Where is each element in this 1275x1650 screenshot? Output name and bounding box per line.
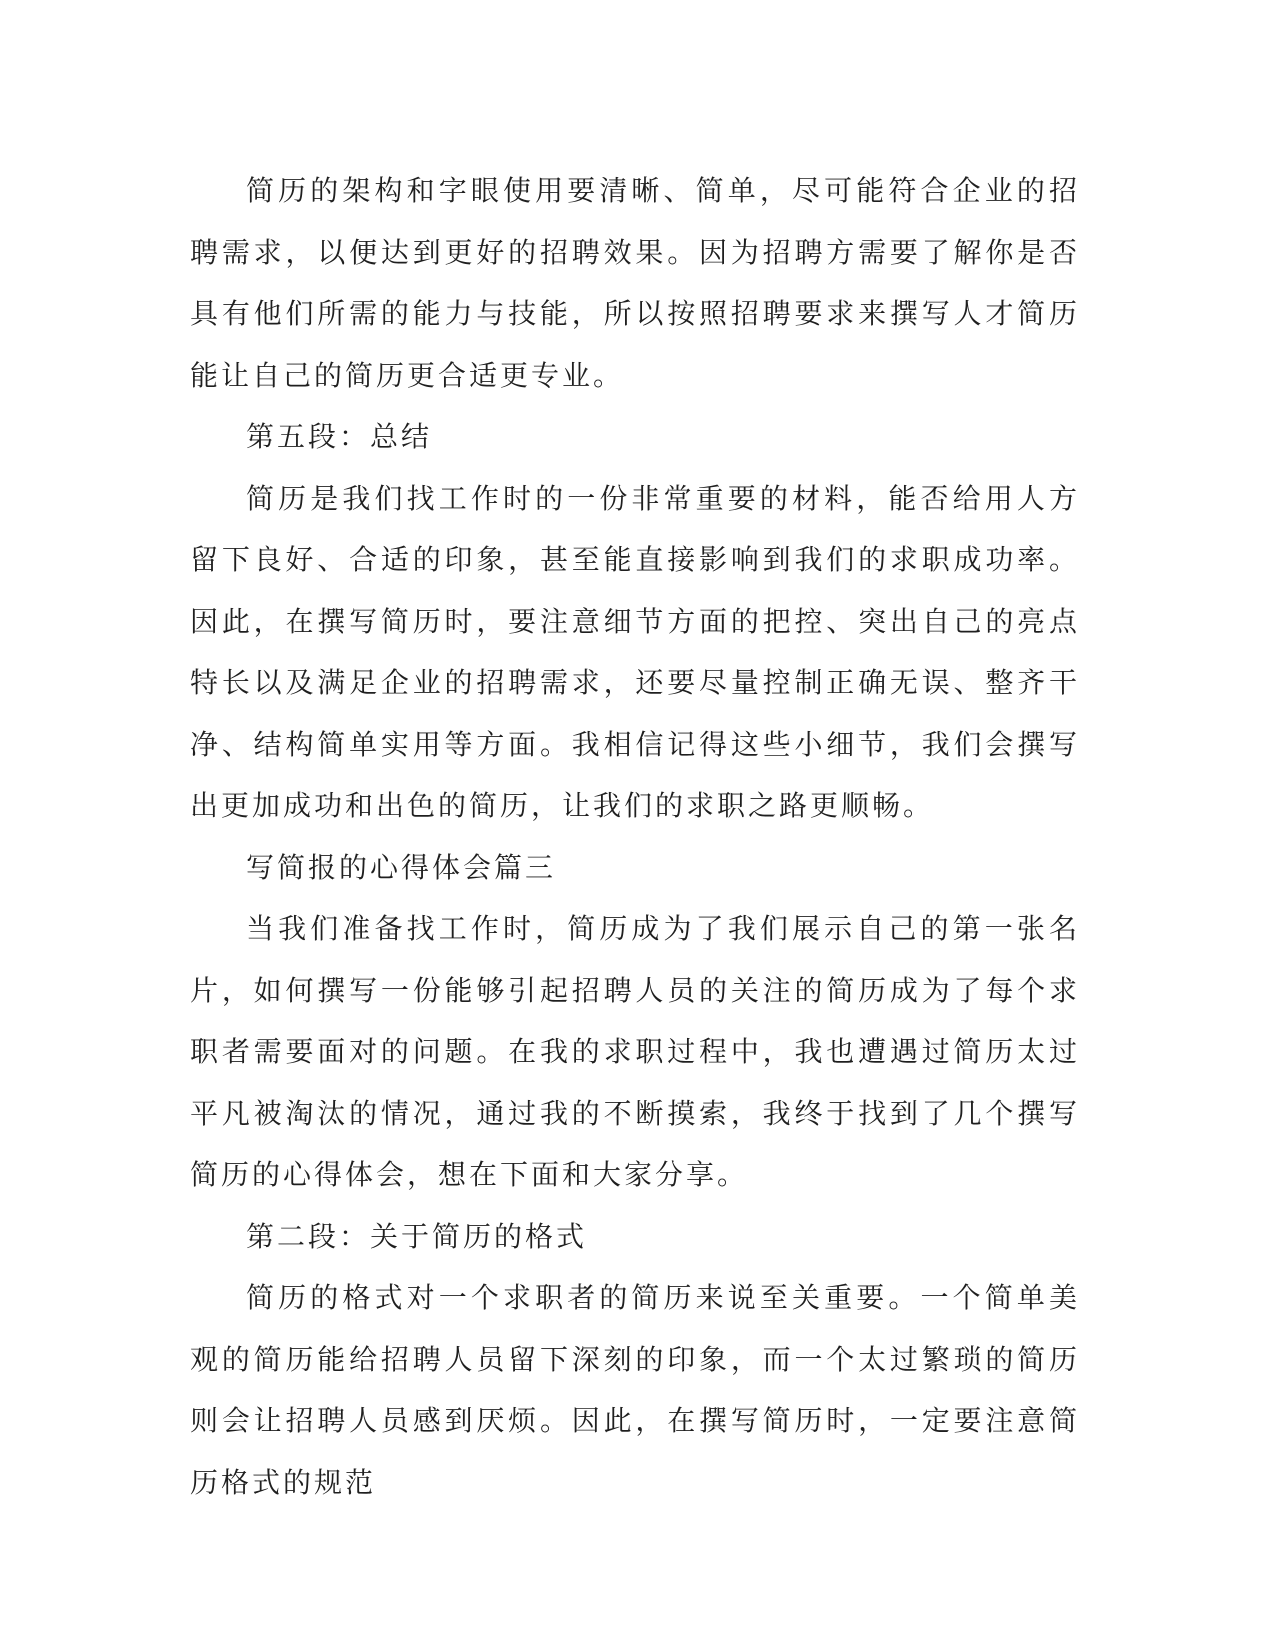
section-title: 写简报的心得体会篇三 [246, 850, 557, 884]
body-paragraph: 简历的架构和字眼使用要清晰、简单，尽可能符合企业的招聘需求，以便达到更好的招聘效果。因为招聘方需要了解你是否具有他们所需的能力与技能，所以按照招聘要求来撰写人才简历能让自己的简历更合适更专业。 [190, 174, 1080, 392]
body-paragraph: 简历的格式对一个求职者的简历来说至关重要。一个简单美观的简历能给招聘人员留下深刻的印象，而一个太过繁琐的简历则会让招聘人员感到厌烦。因此，在撰写简历时，一定要注意简历格式的规范 [190, 1281, 1080, 1499]
body-paragraph: 当我们准备找工作时，简历成为了我们展示自己的第一张名片，如何撰写一份能够引起招聘人员的关注的简历成为了每个求职者需要面对的问题。在我的求职过程中，我也遭遇过简历太过平凡被淘汰的情况，通过我的不断摸索，我终于找到了几个撰写简历的心得体会，想在下面和大家分享。 [190, 912, 1080, 1191]
section-heading: 第二段：关于简历的格式 [246, 1219, 588, 1253]
section-heading: 第五段：总结 [246, 420, 433, 453]
body-paragraph: 简历是我们找工作时的一份非常重要的材料，能否给用人方留下良好、合适的印象，甚至能直接影响到我们的求职成功率。因此，在撰写简历时，要注意细节方面的把控、突出自己的亮点特长以及满足企业的招聘需求，还要尽量控制正确无误、整齐干净、结构简单实用等方面。我相信记得这些小细节，我们会撰写出更加成功和出色的简历，让我们的求职之路更顺畅。 [190, 481, 1080, 822]
document-body [190, 160, 1080, 1513]
